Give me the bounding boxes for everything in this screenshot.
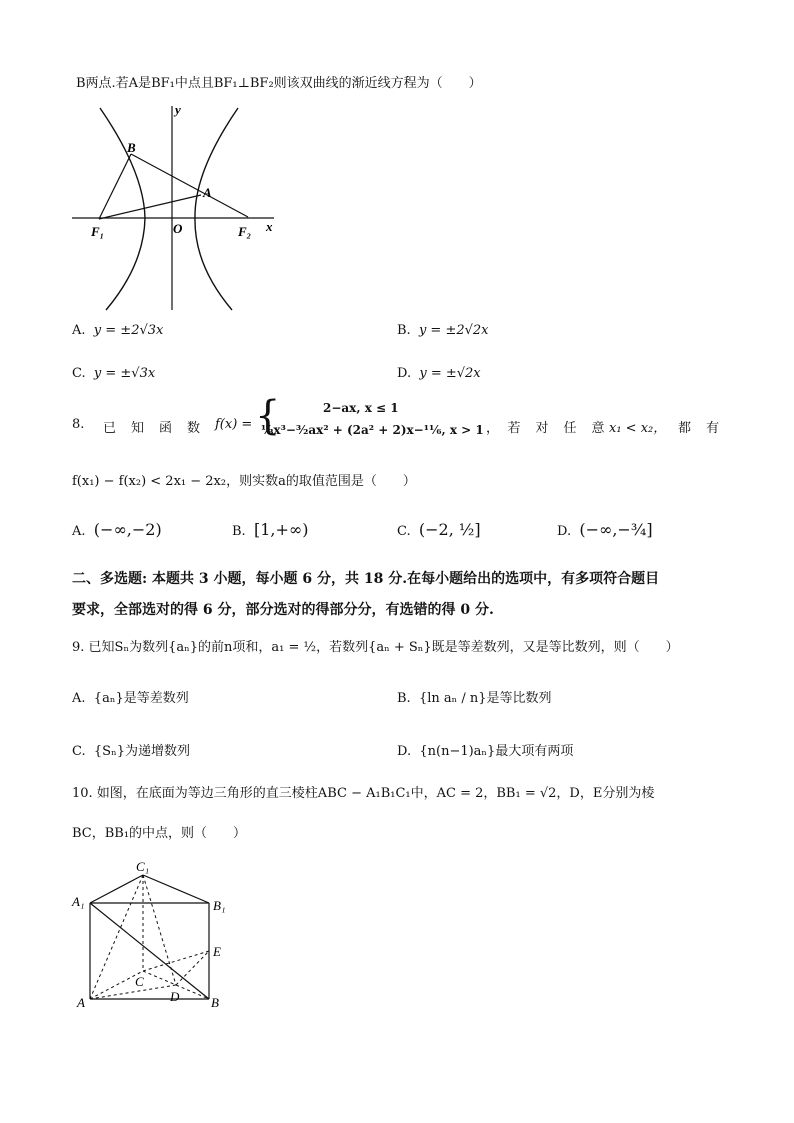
option-text: (−2, ½] [418, 520, 481, 539]
prism-figure [66, 855, 246, 1015]
q9-stem: 9. 已知Sₙ为数列{aₙ}的前n项和，a₁ = ½，若数列{aₙ + Sₙ}既是等差数列，又是等比数列，则（ ） [72, 640, 679, 655]
label-A1: A₁ [72, 894, 85, 909]
option-text: y = ±√3x [93, 366, 156, 381]
label-C: C [135, 974, 144, 989]
q10-stem-line1: 10. 如图，在底面为等边三角形的直三棱柱ABC − A₁B₁C₁中，AC = 2，BB₁ = √2，D，E分别为棱 [72, 786, 655, 801]
option-text: [1,+∞) [253, 520, 309, 539]
section2-heading-line2: 要求，全部选对的得 6 分，部分选对的得部分分，有选错的得 0 分. [72, 602, 494, 618]
label-O: O [173, 221, 183, 236]
q8-line2: f(x₁) − f(x₂) < 2x₁ − 2x₂，则实数a的取值范围是（ ） [72, 474, 416, 489]
label-A: A [203, 185, 212, 200]
label-E: E [213, 944, 221, 959]
hyperbola-figure [66, 100, 286, 315]
section2-heading-line1: 二、多选题: 本题共 3 小题，每小题 6 分，共 18 分.在每小题给出的选项中，有多项符合题目 [72, 571, 660, 587]
q9-option-d[interactable] [397, 740, 573, 759]
segment-F1A [99, 195, 201, 219]
q7-option-b[interactable] [397, 323, 489, 338]
label-F2: F₂ [238, 224, 252, 239]
option-text: y = ±2√3x [93, 323, 164, 338]
q10-stem-line2: BC，BB₁的中点，则（ ） [72, 826, 247, 841]
label-B: B [211, 995, 219, 1010]
label-x: x [266, 219, 273, 234]
q8-fx: f(x) = [215, 417, 253, 432]
option-letter: C. [72, 366, 86, 381]
option-text: (−∞,−2) [93, 520, 162, 539]
q8-option-c[interactable] [397, 520, 481, 539]
label-D: D [170, 989, 180, 1004]
option-letter: D. [397, 366, 412, 381]
label-A: A [77, 995, 85, 1010]
option-letter: A. [72, 323, 86, 338]
q8-mid: ， 若 对 任 意 [486, 421, 606, 436]
label-B1: B₁ [213, 898, 226, 913]
hyperbola-left-branch [100, 108, 145, 310]
option-text: {aₙ}是等差数列 [93, 691, 189, 706]
option-letter: A. [72, 524, 86, 539]
option-text: {Sₙ}为递增数列 [93, 744, 190, 759]
segment-F1B [99, 154, 131, 219]
q9-option-b[interactable] [397, 687, 552, 706]
option-letter: A. [72, 691, 86, 706]
edge-C1B1 [143, 875, 209, 903]
label-B: B [127, 140, 136, 155]
q7-option-c[interactable] [72, 366, 155, 381]
q7-stem-tail: B两点.若A是BF₁中点且BF₁⊥BF₂则该双曲线的渐近线方程为（ ） [76, 76, 482, 91]
option-letter: C. [397, 524, 411, 539]
option-text: y = ±2√2x [418, 323, 489, 338]
q8-case2: ⅓x³−³⁄₂ax² + (2a² + 2)x−¹¹⁄₆, x > 1 [261, 423, 484, 437]
label-F1: F₁ [91, 224, 105, 239]
q8-number: 8. [72, 417, 85, 432]
option-text: {n(n−1)aₙ}最大项有两项 [419, 744, 574, 759]
option-letter: B. [232, 524, 246, 539]
option-letter: D. [557, 524, 572, 539]
option-letter: B. [397, 323, 411, 338]
q8-case1: 2−ax, x ≤ 1 [323, 401, 399, 415]
q8-condition: x₁ < x₂， [609, 421, 667, 436]
option-letter: C. [72, 744, 86, 759]
segment-A1B [90, 903, 209, 999]
option-text: {ln aₙ / n}是等比数列 [418, 691, 552, 706]
q9-option-c[interactable] [72, 740, 190, 759]
q9-option-a[interactable] [72, 687, 189, 706]
q8-brace: { [255, 393, 281, 439]
option-text: (−∞,−¾] [579, 520, 653, 539]
segment-DE [176, 951, 209, 985]
q8-lead: 已 知 函 数 [103, 421, 202, 436]
option-text: y = ±√2x [419, 366, 481, 381]
segment-C1D [143, 875, 176, 985]
q8-end: 都 有 [678, 421, 721, 436]
q8-option-d[interactable] [557, 520, 653, 539]
option-letter: B. [397, 691, 411, 706]
edge-A1C1 [90, 875, 143, 903]
label-y: y [175, 102, 181, 117]
q7-option-d[interactable] [397, 366, 481, 381]
option-letter: D. [397, 744, 412, 759]
q8-option-b[interactable] [232, 520, 308, 539]
q7-option-a[interactable] [72, 323, 163, 338]
hyperbola-right-branch [195, 108, 238, 310]
q8-option-a[interactable] [72, 520, 162, 539]
label-C1: C₁ [136, 859, 150, 874]
